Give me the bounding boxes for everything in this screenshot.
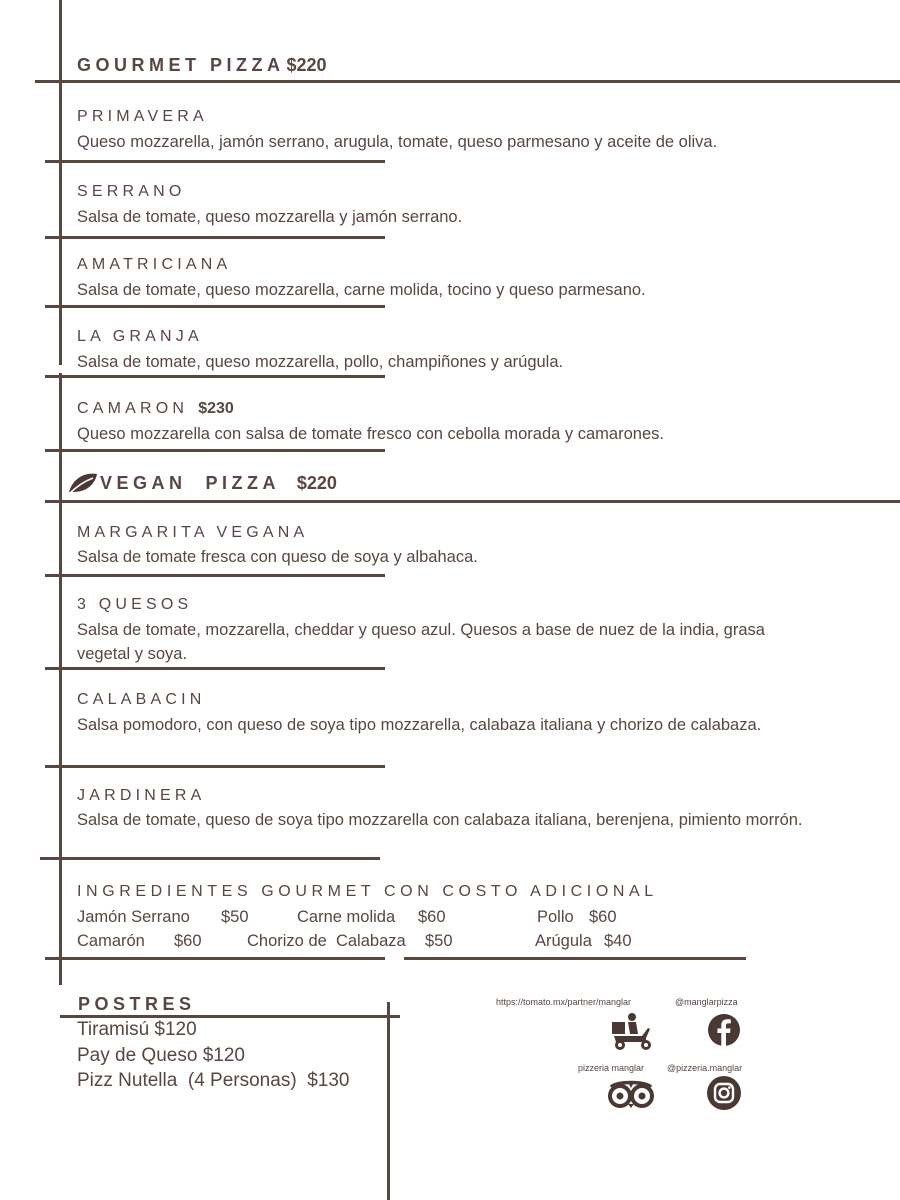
item-desc: Salsa de tomate fresca con queso de soya y albahaca. [77,548,478,566]
item-name: SERRANO [77,183,186,200]
rule-la-granja [45,375,385,378]
item-price: $230 [198,400,234,417]
item-name: LA GRANJA [77,328,203,345]
extra-item: Jamón Serrano [77,908,190,926]
item-desc: Salsa de tomate, queso de soya tipo mozzarella con calabaza italiana, berenjena, pimiento morrón. [77,811,803,829]
gourmet-price: $220 [286,55,327,75]
vegan-price: $220 [296,473,337,493]
rule-extras-left [45,957,385,960]
item-name: PRIMAVERA [77,108,208,125]
extra-price: $60 [174,932,202,950]
left-rule-middle [59,373,62,985]
extra-item: Arúgula [535,932,592,950]
rule-gourmet-header [35,80,900,83]
delivery-url[interactable]: https://tomato.mx/partner/manglar [496,997,632,1007]
item-name: AMATRICIANA [77,256,232,273]
item-desc: Salsa de tomate, mozzarella, cheddar y queso azul. Quesos a base de nuez de la india, grasa vegetal y soya. [77,621,765,663]
dessert-item: Tiramisú $120 [77,1019,197,1040]
item-name: CALABACIN [77,691,206,708]
extras-title: INGREDIENTES GOURMET CON COSTO ADICIONAL [77,883,658,900]
rule-camaron [45,449,385,452]
dessert-item: Pay de Queso $120 [77,1045,245,1066]
rule-margarita [45,574,385,577]
dessert-item: Pizz Nutella (4 Personas) $130 [77,1070,350,1091]
rule-primavera [45,160,385,163]
rule-jardinera [40,857,380,860]
extra-item: Pollo [537,908,574,926]
item-desc: Salsa de tomate, queso mozzarella, carne molida, tocino y queso parmesano. [77,281,646,299]
rule-vegan-header [45,500,900,503]
delivery-scooter-icon[interactable] [610,1012,654,1052]
tripadvisor-icon[interactable] [607,1079,655,1109]
item-name: MARGARITA VEGANA [77,524,309,541]
item-desc: Salsa pomodoro, con queso de soya tipo mozzarella, calabaza italiana y chorizo de calabaza. [77,716,762,734]
rule-extras-right [404,957,746,960]
item-name: CAMARON [77,400,189,417]
vegan-title: VEGAN PIZZA [100,473,280,493]
gourmet-heading [77,55,327,76]
rule-serrano [45,236,385,239]
postres-title: POSTRES [78,994,196,1014]
extra-price: $50 [221,908,249,926]
item-desc: Salsa de tomate, queso mozzarella, pollo, champiñones y arúgula. [77,353,564,371]
leaf-icon [67,470,99,496]
left-rule-top [59,0,62,365]
tripadvisor-handle[interactable]: pizzeria manglar [578,1063,645,1073]
extra-item: Carne molida [297,908,396,926]
gourmet-title: GOURMET PIZZA [77,55,285,75]
item-desc: Queso mozzarella con salsa de tomate fresco con cebolla morada y camarones. [77,425,664,443]
instagram-handle[interactable]: @pizzeria.manglar [667,1063,743,1073]
extra-price: $60 [418,908,446,926]
extra-price: $40 [604,932,632,950]
rule-postres [60,1015,400,1018]
extra-price: $50 [425,932,453,950]
instagram-icon[interactable] [706,1075,742,1111]
facebook-icon[interactable] [707,1013,741,1047]
item-name-camaron [77,400,234,418]
extra-item: Chorizo de Calabaza [247,932,406,950]
extra-price: $60 [589,908,617,926]
item-name: 3 QUESOS [77,596,193,613]
facebook-handle[interactable]: @manglarpizza [675,997,738,1007]
vegan-heading [100,473,337,494]
item-name: JARDINERA [77,787,206,804]
rule-3-quesos [45,667,385,670]
postres-rule [387,1002,390,1200]
item-desc: Queso mozzarella, jamón serrano, arugula, tomate, queso parmesano y aceite de oliva. [77,133,718,151]
rule-calabacin [45,765,385,768]
item-desc: Salsa de tomate, queso mozzarella y jamón serrano. [77,208,463,226]
extra-item: Camarón [77,932,145,950]
rule-amatriciana [45,305,385,308]
